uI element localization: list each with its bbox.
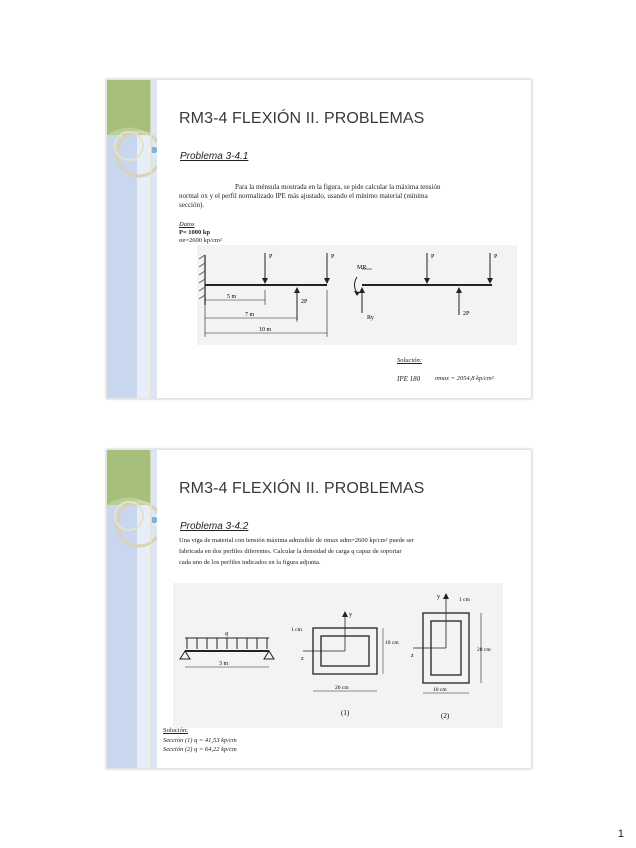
statement-line-1: Una viga de material con tensión máxima admisible de σmax adm=2600 kp/cm² puede ser [179, 537, 414, 544]
solution-sigma: σmax = 2054,8 kp/cm² [435, 375, 494, 382]
moment-label: MR [357, 265, 367, 271]
sec1-y-label: y [349, 612, 352, 618]
statement-line-2: fabricada en dos perfiles diferentes. Calcular la densidad de carga q capaz de soportar [179, 548, 402, 555]
sec2-20cm: 20 cm [477, 647, 491, 653]
load-label-p1: P [269, 254, 273, 260]
datos-block [179, 221, 222, 245]
span-label: 3 m [219, 661, 229, 667]
dim-10m: 10 m [259, 327, 272, 333]
sec1-1cm: 1 cm [291, 627, 302, 633]
slide-1 [106, 79, 532, 399]
statement-line-2: normal σx y el perfil normalizado IPE más ajustado, usando el mínimo material (mínima [179, 192, 428, 200]
statement-line-1: Para la ménsula mostrada en la figura, se pide calcular la máxima tensión [235, 183, 441, 191]
problem-label: Problema 3-4.1 [180, 151, 249, 162]
load-label-p2: P [331, 254, 335, 260]
sec1-z-label: z [301, 656, 304, 662]
sec1-10cm: 10 cm [385, 640, 399, 646]
statement-line-3: cada uno de los perfiles indicados en la figura adjunta. [179, 559, 321, 566]
load-q-label: q [225, 631, 228, 637]
reaction-label: Ry [367, 315, 374, 321]
statement-line-3: sección). [179, 201, 205, 209]
sec1-caption: (1) [341, 709, 350, 717]
datos-label: Datos [179, 221, 195, 228]
slide-decoration [107, 80, 157, 398]
slide-2 [106, 449, 532, 769]
solution-section-1: Sección (1) q = 41,53 kp/cm [163, 737, 237, 744]
datos-sigma: σe=2600 kp/cm² [179, 237, 222, 244]
sec2-caption: (2) [441, 712, 450, 720]
page-number: 1 [617, 828, 624, 840]
beam-sections-figure [173, 583, 503, 728]
solution-label: Solución: [163, 727, 188, 734]
sec2-10cm: 10 cm [433, 687, 447, 693]
load-label-2p: 2P [301, 299, 308, 305]
cantilever-figure [197, 245, 517, 345]
solution-profile: IPE 180 [397, 375, 421, 383]
sec2-1cm: 1 cm [459, 597, 470, 603]
solution-label: Solución: [397, 357, 422, 364]
problem-label: Problema 3-4.2 [180, 521, 249, 532]
sec1-20cm: 20 cm [335, 685, 349, 691]
free-load-label-2p: 2P [463, 311, 470, 317]
datos-p: P= 1000 kp [179, 229, 211, 236]
free-load-label-p1: P [431, 254, 435, 260]
sec2-z-label: z [411, 653, 414, 659]
dim-5m: 5 m [227, 294, 237, 300]
slide-title: RM3-4 FLEXIÓN II. PROBLEMAS [179, 110, 425, 127]
free-load-label-p2: P [494, 254, 498, 260]
slide-decoration [107, 450, 157, 768]
solution-section-2: Sección (2) q = 64,22 kp/cm [163, 746, 237, 753]
dim-7m: 7 m [245, 312, 255, 318]
sec2-y-label: y [437, 594, 440, 600]
slide-title: RM3-4 FLEXIÓN II. PROBLEMAS [179, 480, 425, 497]
